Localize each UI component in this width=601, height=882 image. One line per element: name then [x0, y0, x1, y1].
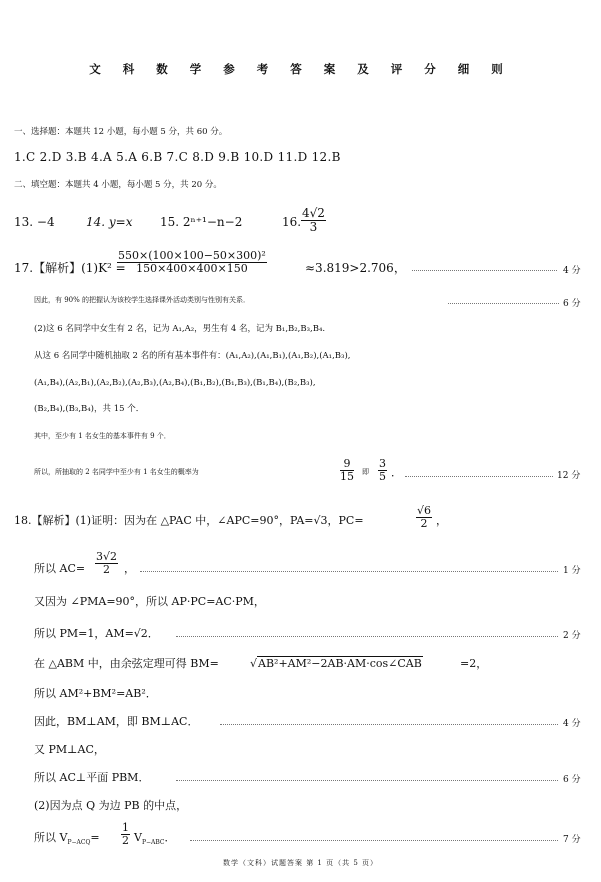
q17-prob-denominator: 15: [340, 469, 354, 483]
q17-line-4: 从这 6 名同学中随机抽取 2 名的所有基本事件有：(A₁,A₂),(A₁,B₁),(A₁,B₂),(A₁,B₃),: [34, 351, 351, 361]
q18-line-4: 所以 PM=1，AM=√2．: [34, 627, 159, 640]
q18-points-4: 6 分: [563, 775, 581, 785]
q17-prob-connector: 即: [362, 468, 369, 476]
q17-line-2: 因此，有 90% 的把握认为该校学生选择课外活动类别与性别有关系．: [34, 296, 251, 304]
q17-result: ≈3.819>2.706，: [305, 261, 406, 275]
q18-line-2-end: ，: [124, 562, 135, 575]
q17-line-7: 其中，至少有 1 名女生的基本事件有 9 个．: [34, 432, 171, 440]
answer-14: 14. y=x: [86, 215, 133, 229]
q18-pc-numerator: √6: [417, 504, 432, 517]
q18-line-11-rest: [134, 832, 175, 846]
q18-line-5-radical: [250, 658, 423, 669]
q18-points-5: 7 分: [563, 835, 581, 845]
q17-prob-fraction-2: [378, 458, 387, 482]
q18-pc-denominator: 2: [420, 516, 428, 530]
dotted-leader: [176, 636, 558, 637]
answer-16-label: 16.: [282, 215, 302, 229]
q18-half-denominator: 2: [122, 833, 129, 847]
dotted-leader: [176, 780, 558, 781]
sqrt-sign: √: [250, 657, 258, 670]
q18-radicand: AB²+AM²−2AB·AM·cos∠CAB: [258, 657, 422, 670]
q18-ac-fraction: [95, 551, 118, 575]
q18-pc-fraction: [416, 505, 432, 529]
q18-pc-end: ，: [436, 514, 447, 527]
q18-line-2-prefix: 所以 AC=: [34, 562, 86, 575]
section1-answers: 1.C 2.D 3.B 4.A 5.A 6.B 7.C 8.D 9.B 10.D 11.D 12.B: [14, 150, 341, 164]
answer-15: 15. 2ⁿ⁺¹−n−2: [160, 215, 243, 229]
q18-volume-subscript-2: P−ABC: [141, 839, 165, 847]
q17-prob2-denominator: 5: [379, 469, 386, 483]
q18-half-fraction: [121, 822, 130, 846]
answer-13: 13. −4: [14, 215, 55, 229]
q18-line-9: 所以 AC⊥平面 PBM．: [34, 771, 150, 784]
q17-line-5: (A₁,B₄),(A₂,B₁),(A₂,B₂),(A₂,B₃),(A₂,B₄),(B₁,B₂),(B₁,B₃),(B₁,B₄),(B₂,B₃),: [34, 378, 316, 388]
q18-line-11: [34, 832, 100, 846]
q17-frac-denominator: 150×400×400×150: [136, 261, 248, 275]
q17-points-2: 6 分: [563, 299, 581, 309]
answer-16-denominator: 3: [309, 219, 318, 234]
q18-line-5-end: =2，: [460, 657, 488, 670]
q17-chi-fraction: [117, 250, 267, 274]
q18-points-3: 4 分: [563, 719, 581, 729]
q18-line-3: 又因为 ∠PMA=90°，所以 AP·PC=AC·PM，: [34, 595, 265, 608]
q17-prob-fraction-1: [340, 458, 354, 482]
q17-prob-numerator: 9: [340, 458, 354, 471]
q18-line-10: (2)因为点 Q 为边 PB 的中点，: [34, 799, 188, 812]
q18-points-1: 1 分: [563, 566, 581, 576]
q18-points-2: 2 分: [563, 631, 581, 641]
q18-line-11-equals: =: [90, 831, 100, 844]
q17-line-6: (B₂,B₄),(B₃,B₄)，共 15 个．: [34, 404, 145, 414]
dotted-leader: [448, 303, 559, 304]
q18-line-11-prefix: 所以 V: [34, 831, 68, 844]
q17-label: 17.【解析】(1)K² =: [14, 261, 126, 275]
answer-16-fraction: [301, 207, 326, 233]
q17-line-8: 所以，所抽取的 2 名同学中至少有 1 名女生的概率为: [34, 468, 199, 476]
section2-header: 二、填空题：本题共 4 小题，每小题 5 分，共 20 分。: [14, 180, 222, 190]
q18-half-numerator: 1: [122, 821, 129, 834]
q18-line-5-prefix: 在 △ABM 中，由余弦定理可得 BM=: [34, 657, 219, 670]
q17-prob2-numerator: 3: [379, 457, 386, 470]
q18-line-7: 因此，BM⊥AM，即 BM⊥AC．: [34, 715, 199, 728]
dotted-leader: [140, 571, 558, 572]
q18-line-11-end: ．: [164, 831, 176, 844]
dotted-leader: [405, 476, 553, 477]
page-title: 文 科 数 学 参 考 答 案 及 评 分 细 则: [89, 62, 512, 76]
answer-16-numerator: 4√2: [302, 206, 325, 220]
q17-frac-numerator: 550×(100×100−50×300)²: [118, 249, 266, 262]
q17-line-3: (2)这 6 名同学中女生有 2 名，记为 A₁,A₂，男生有 4 名，记为 B₁,B₂,B₃,B₄.: [34, 324, 326, 334]
q18-volume-subscript-1: P−ACQ: [67, 839, 91, 847]
page-footer: 数学（文科）试题答案 第 1 页（共 5 页）: [222, 859, 379, 867]
q18-ac-denominator: 2: [103, 562, 110, 576]
q17-points-3: 12 分: [557, 471, 581, 481]
dotted-leader: [220, 724, 558, 725]
q18-line-11-v: V: [134, 831, 142, 844]
q18-label: 18.【解析】(1)证明：因为在 △PAC 中，∠APC=90°，PA=√3，PC=: [14, 514, 364, 527]
q17-points-1: 4 分: [563, 266, 581, 276]
q18-line-6: 所以 AM²+BM²=AB²．: [34, 687, 157, 700]
dotted-leader: [412, 270, 557, 271]
q18-ac-numerator: 3√2: [96, 550, 118, 563]
section1-header: 一、选择题：本题共 12 小题，每小题 5 分，共 60 分。: [14, 127, 228, 137]
dotted-leader: [190, 840, 558, 841]
q17-prob-end: ．: [391, 466, 402, 479]
q18-line-8: 又 PM⊥AC，: [34, 743, 105, 756]
